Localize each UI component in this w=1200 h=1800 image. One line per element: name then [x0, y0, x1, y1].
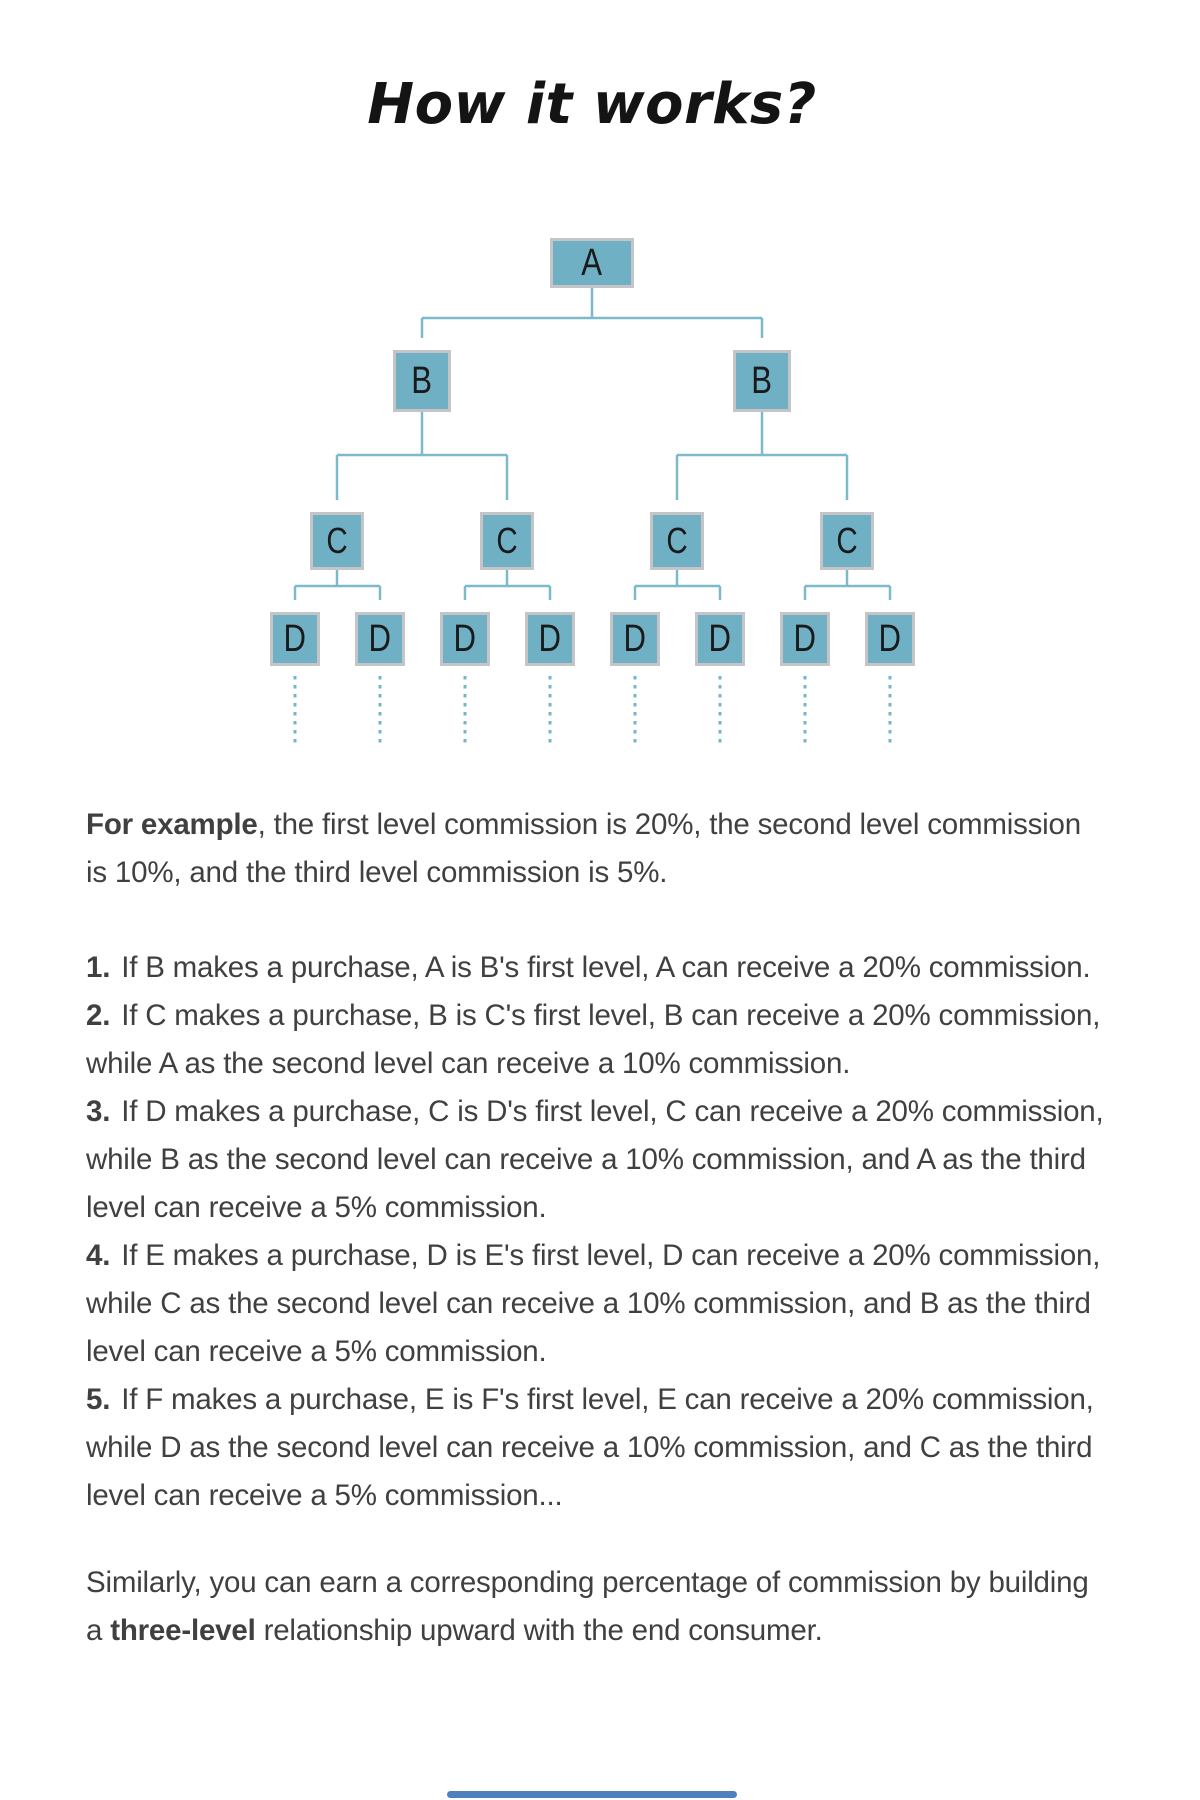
tree-node-c-2 [480, 512, 534, 570]
tree-node-c-label: C [326, 520, 348, 561]
tree-node-d-6 [695, 612, 745, 666]
closing-line-2-post: relationship upward with the end consumer. [255, 1614, 823, 1647]
tree-node-d-label: D [368, 617, 392, 660]
tree-node-d-label: D [283, 617, 307, 660]
item-3-text: If D makes a purchase, C is D's first level, C can receive a 20% commission, [121, 1095, 1104, 1128]
item-4-number: 4. [86, 1239, 111, 1272]
tree-node-c-label: C [496, 520, 518, 561]
page-title: How it works? [367, 72, 817, 137]
closing-line-2 [86, 1607, 1089, 1655]
connector-c3-to-d [635, 570, 720, 600]
tree-node-d-label: D [708, 617, 732, 660]
tree-node-c-label: C [666, 520, 688, 561]
item-2-text: If C makes a purchase, B is C's first level, B can receive a 20% commission, [121, 999, 1101, 1032]
item-4-line-3: level can receive a 5% commission. [86, 1335, 547, 1368]
tree-node-a [550, 238, 634, 288]
tree-connectors [0, 0, 1200, 800]
connector-a-to-b [422, 288, 762, 338]
tree-node-a-label: A [581, 241, 603, 284]
tree-node-b-2 [733, 350, 791, 412]
tree-node-c-4 [820, 512, 874, 570]
tree-node-d-3 [440, 612, 490, 666]
closing-line-2-pre: a [86, 1614, 111, 1647]
item-1-line-1 [86, 944, 1104, 992]
tree-node-d-label: D [623, 617, 647, 660]
continuation-dotted-lines [295, 676, 890, 748]
closing-paragraph [86, 1559, 1089, 1655]
connector-c2-to-d [465, 570, 550, 600]
tree-node-d-8 [865, 612, 915, 666]
item-2-number: 2. [86, 999, 111, 1032]
item-5-text: If F makes a purchase, E is F's first level, E can receive a 20% commission, [121, 1383, 1094, 1416]
item-3-line-3: level can receive a 5% commission. [86, 1191, 547, 1224]
item-5-line-3: level can receive a 5% commission... [86, 1479, 563, 1512]
closing-line-1: Similarly, you can earn a corresponding percentage of commission by building [86, 1566, 1089, 1599]
example-line-2: is 10%, and the third level commission is 5%. [86, 856, 668, 889]
item-5-line-2: while D as the second level can receive a 10% commission, and C as the third [86, 1431, 1093, 1464]
numbered-list [86, 944, 1104, 1520]
example-lead-bold: For example [86, 808, 258, 841]
item-3-number: 3. [86, 1095, 111, 1128]
item-4-text: If E makes a purchase, D is E's first level, D can receive a 20% commission, [121, 1239, 1101, 1272]
item-3-line-1 [86, 1088, 1104, 1136]
tree-node-c-3 [650, 512, 704, 570]
tree-node-d-label: D [453, 617, 477, 660]
item-5-line-1 [86, 1376, 1104, 1424]
item-3-line-2: while B as the second level can receive a 10% commission, and A as the third [86, 1143, 1086, 1176]
item-2-line-1 [86, 992, 1104, 1040]
item-1-number: 1. [86, 951, 111, 984]
tree-node-d-1 [270, 612, 320, 666]
example-line-1 [86, 801, 1081, 849]
tree-node-d-7 [780, 612, 830, 666]
horizontal-scrollbar-thumb[interactable] [447, 1791, 737, 1798]
tree-node-d-5 [610, 612, 660, 666]
item-4-line-2: while C as the second level can receive a 10% commission, and B as the third [86, 1287, 1091, 1320]
tree-node-d-label: D [538, 617, 562, 660]
tree-node-d-4 [525, 612, 575, 666]
tree-node-b-label: B [751, 359, 773, 402]
item-2-line-2: while A as the second level can receive a 10% commission. [86, 1047, 851, 1080]
item-1-text: If B makes a purchase, A is B's first level, A can receive a 20% commission. [121, 951, 1091, 984]
connector-c4-to-d [805, 570, 890, 600]
item-5-number: 5. [86, 1383, 111, 1416]
item-4-line-1 [86, 1232, 1104, 1280]
tree-node-d-label: D [878, 617, 902, 660]
tree-node-d-label: D [793, 617, 817, 660]
tree-node-d-2 [355, 612, 405, 666]
example-paragraph [86, 801, 1081, 897]
tree-node-c-1 [310, 512, 364, 570]
tree-node-c-label: C [836, 520, 858, 561]
connector-b1-to-c [337, 412, 507, 500]
connector-c1-to-d [295, 570, 380, 600]
tree-node-b-1 [393, 350, 451, 412]
example-line-1-text: , the first level commission is 20%, the second level commission [257, 808, 1081, 841]
closing-bold: three-level [110, 1614, 256, 1647]
connector-b2-to-c [677, 412, 847, 500]
tree-node-b-label: B [411, 359, 433, 402]
tree-diagram [0, 0, 1200, 800]
